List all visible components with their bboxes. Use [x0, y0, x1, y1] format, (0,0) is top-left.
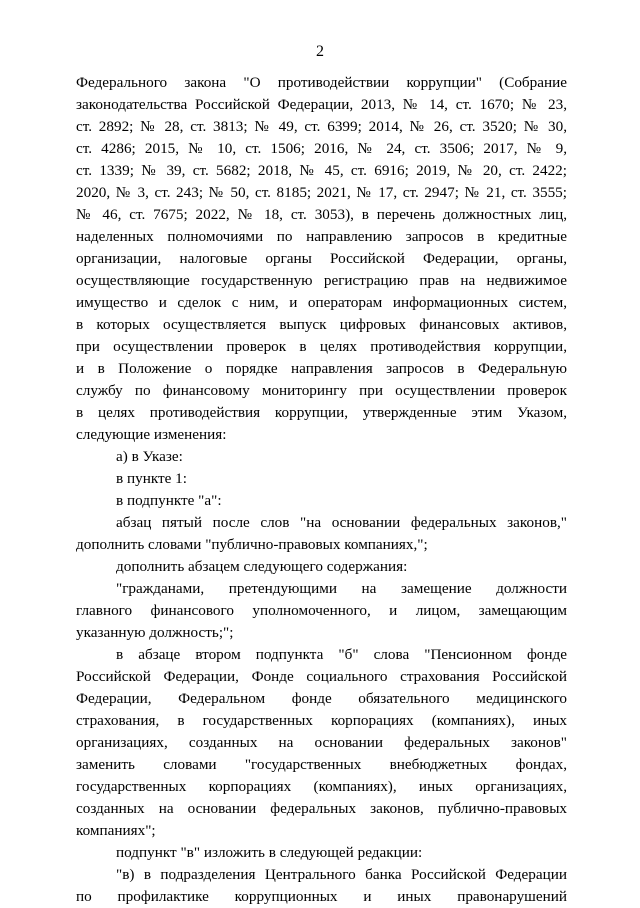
text-line: Российской Федерации, Фонде социального страхования Российской	[76, 668, 567, 685]
text-line: при осуществлении проверок в целях противодействия коррупции,	[76, 338, 567, 355]
text-line: организациях, созданных на основании федеральных законов"	[76, 734, 567, 751]
text-line: Федерального закона "О противодействии коррупции" (Собрание	[76, 74, 567, 91]
text-line: заменить словами "государственных внебюджетных фондах,	[76, 756, 567, 773]
text-line: созданных на основании федеральных законов, публично-правовых	[76, 800, 567, 817]
text-line: а) в Указе:	[116, 448, 183, 465]
text-line: главного финансового уполномоченного, и лицом, замещающим	[76, 602, 567, 619]
text-line: компаниях";	[76, 822, 156, 839]
text-line: № 46, ст. 7675; 2022, № 18, ст. 3053), в перечень должностных лиц,	[76, 206, 567, 223]
text-line: в абзаце втором подпункта "б" слова "Пенсионном фонде	[116, 646, 567, 663]
text-line: ст. 1339; № 39, ст. 5682; 2018, № 45, ст. 6916; 2019, № 20, ст. 2422;	[76, 162, 567, 179]
text-line: в которых осуществляется выпуск цифровых финансовых активов,	[76, 316, 567, 333]
text-line: ст. 2892; № 28, ст. 3813; № 49, ст. 6399; 2014, № 26, ст. 3520; № 30,	[76, 118, 567, 135]
text-line: страхования, в государственных корпорациях (компаниях), иных	[76, 712, 567, 729]
text-line: имущество и сделок с ним, и операторам информационных систем,	[76, 294, 567, 311]
text-line: 2020, № 3, ст. 243; № 50, ст. 8185; 2021, № 17, ст. 2947; № 21, ст. 3555;	[76, 184, 567, 201]
text-line: осуществляющие государственную регистрацию прав на недвижимое	[76, 272, 567, 289]
text-line: "в) в подразделения Центрального банка Российской Федерации	[116, 866, 567, 883]
text-line: ст. 4286; 2015, № 10, ст. 1506; 2016, № 24, ст. 3506; 2017, № 9,	[76, 140, 567, 157]
text-line: "гражданами, претендующими на замещение должности	[116, 580, 567, 597]
text-line: в целях противодействия коррупции, утвержденные этим Указом,	[76, 404, 567, 421]
text-line: организации, налоговые органы Российской Федерации, органы,	[76, 250, 567, 267]
text-line: дополнить абзацем следующего содержания:	[116, 558, 408, 575]
text-line: следующие изменения:	[76, 426, 227, 443]
text-line: государственных корпорациях (компаниях), иных организациях,	[76, 778, 567, 795]
text-line: в пункте 1:	[116, 470, 187, 487]
text-line: по профилактике коррупционных и иных правонарушений	[76, 888, 567, 905]
text-line: в подпункте "а":	[116, 492, 222, 509]
text-line: наделенных полномочиями по направлению запросов в кредитные	[76, 228, 567, 245]
text-line: указанную должность;";	[76, 624, 234, 641]
body-text	[76, 72, 567, 908]
text-line: и в Положение о порядке направления запросов в Федеральную	[76, 360, 567, 377]
text-line: Федерации, Федеральном фонде обязательного медицинского	[76, 690, 567, 707]
text-line: законодательства Российской Федерации, 2013, № 14, ст. 1670; № 23,	[76, 96, 567, 113]
text-line: подпункт "в" изложить в следующей редакции:	[116, 844, 423, 861]
text-line: службу по финансовому мониторингу при осуществлении проверок	[76, 382, 567, 399]
page-number: 2	[316, 43, 324, 60]
text-line: дополнить словами "публично-правовых компаниях,";	[76, 536, 428, 553]
text-line: абзац пятый после слов "на основании федеральных законов,"	[116, 514, 567, 531]
